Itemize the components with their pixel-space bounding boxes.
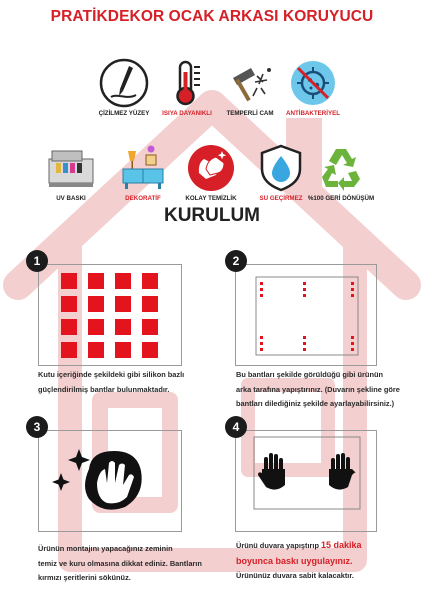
cleaning-hands-icon	[186, 143, 236, 193]
page-title: PRATİKDEKOR OCAK ARKASI KORUYUCU	[50, 8, 374, 25]
highlight-duration: 15 dakika	[321, 540, 362, 550]
feature-label: ANTİBAKTERİYEL	[286, 110, 340, 117]
uv-printer-icon	[46, 143, 96, 193]
step-3-text: Ürünün montajını yapacağınız zeminin temiz ve kuru olmasına dikkat ediniz. Bantların kırmızı şeritlerini sökünüz.	[38, 544, 202, 582]
scratch-resistant-icon	[99, 58, 149, 108]
feature-label: SU GEÇİRMEZ	[259, 195, 303, 202]
feature-label: ÇİZİLMEZ YÜZEY	[98, 110, 150, 117]
highlight-pressure: boyunca baskı uygulayınız.	[236, 555, 353, 566]
hand-left-icon	[258, 453, 285, 490]
step-2-text: Bu bantları şekilde görüldüğü gibi ürünün arka tarafına yapıştırınız. (Duvarın şekline göre bantları dilediğiniz şekilde ayarlayabilirsiniz.)	[236, 370, 400, 408]
feature-antibacterial	[271, 58, 355, 117]
step-number-badge: 3	[26, 416, 48, 438]
hammer-glass-icon	[225, 58, 275, 108]
step-number-badge: 4	[225, 416, 247, 438]
hand-right-icon	[329, 453, 356, 490]
silicone-tapes-grid	[39, 265, 183, 367]
step-4-text: Ürünü duvara yapıştırıp 15 dakika boyunca baskı uygulayınız. Ürününüz duvara sabit kalacaktır.	[236, 540, 362, 580]
product-back-panel	[236, 265, 378, 367]
decorative-furniture-icon	[118, 143, 168, 193]
thermometer-icon	[162, 58, 212, 108]
feature-recycle	[299, 143, 383, 202]
feature-label: ISIYA DAYANIKLI	[162, 110, 212, 117]
step-1-text: Kutu içeriğinde şekildeki gibi silikon bazlı güçlendirilmiş bantlar bulunmaktadır.	[38, 370, 185, 394]
feature-label: UV BASKI	[56, 195, 86, 202]
step-number-badge: 2	[225, 250, 247, 272]
step-number-badge: 1	[26, 250, 48, 272]
antibacterial-icon	[288, 58, 338, 108]
step-1-illustration	[38, 264, 182, 366]
step-2-illustration	[235, 264, 377, 366]
step-3-illustration	[38, 430, 182, 532]
cleaning-cloth-hand	[39, 431, 183, 533]
recycle-icon	[316, 143, 366, 193]
hands-pressing-panel	[236, 431, 378, 533]
feature-label: KOLAY TEMİZLİK	[185, 195, 237, 202]
step-4-illustration	[235, 430, 377, 532]
installation-heading: KURULUM	[163, 205, 261, 226]
feature-label: %100 GERİ DÖNÜŞÜM	[307, 195, 375, 202]
feature-label: TEMPERLİ CAM	[226, 110, 274, 117]
feature-label: DEKORATİF	[125, 195, 161, 202]
